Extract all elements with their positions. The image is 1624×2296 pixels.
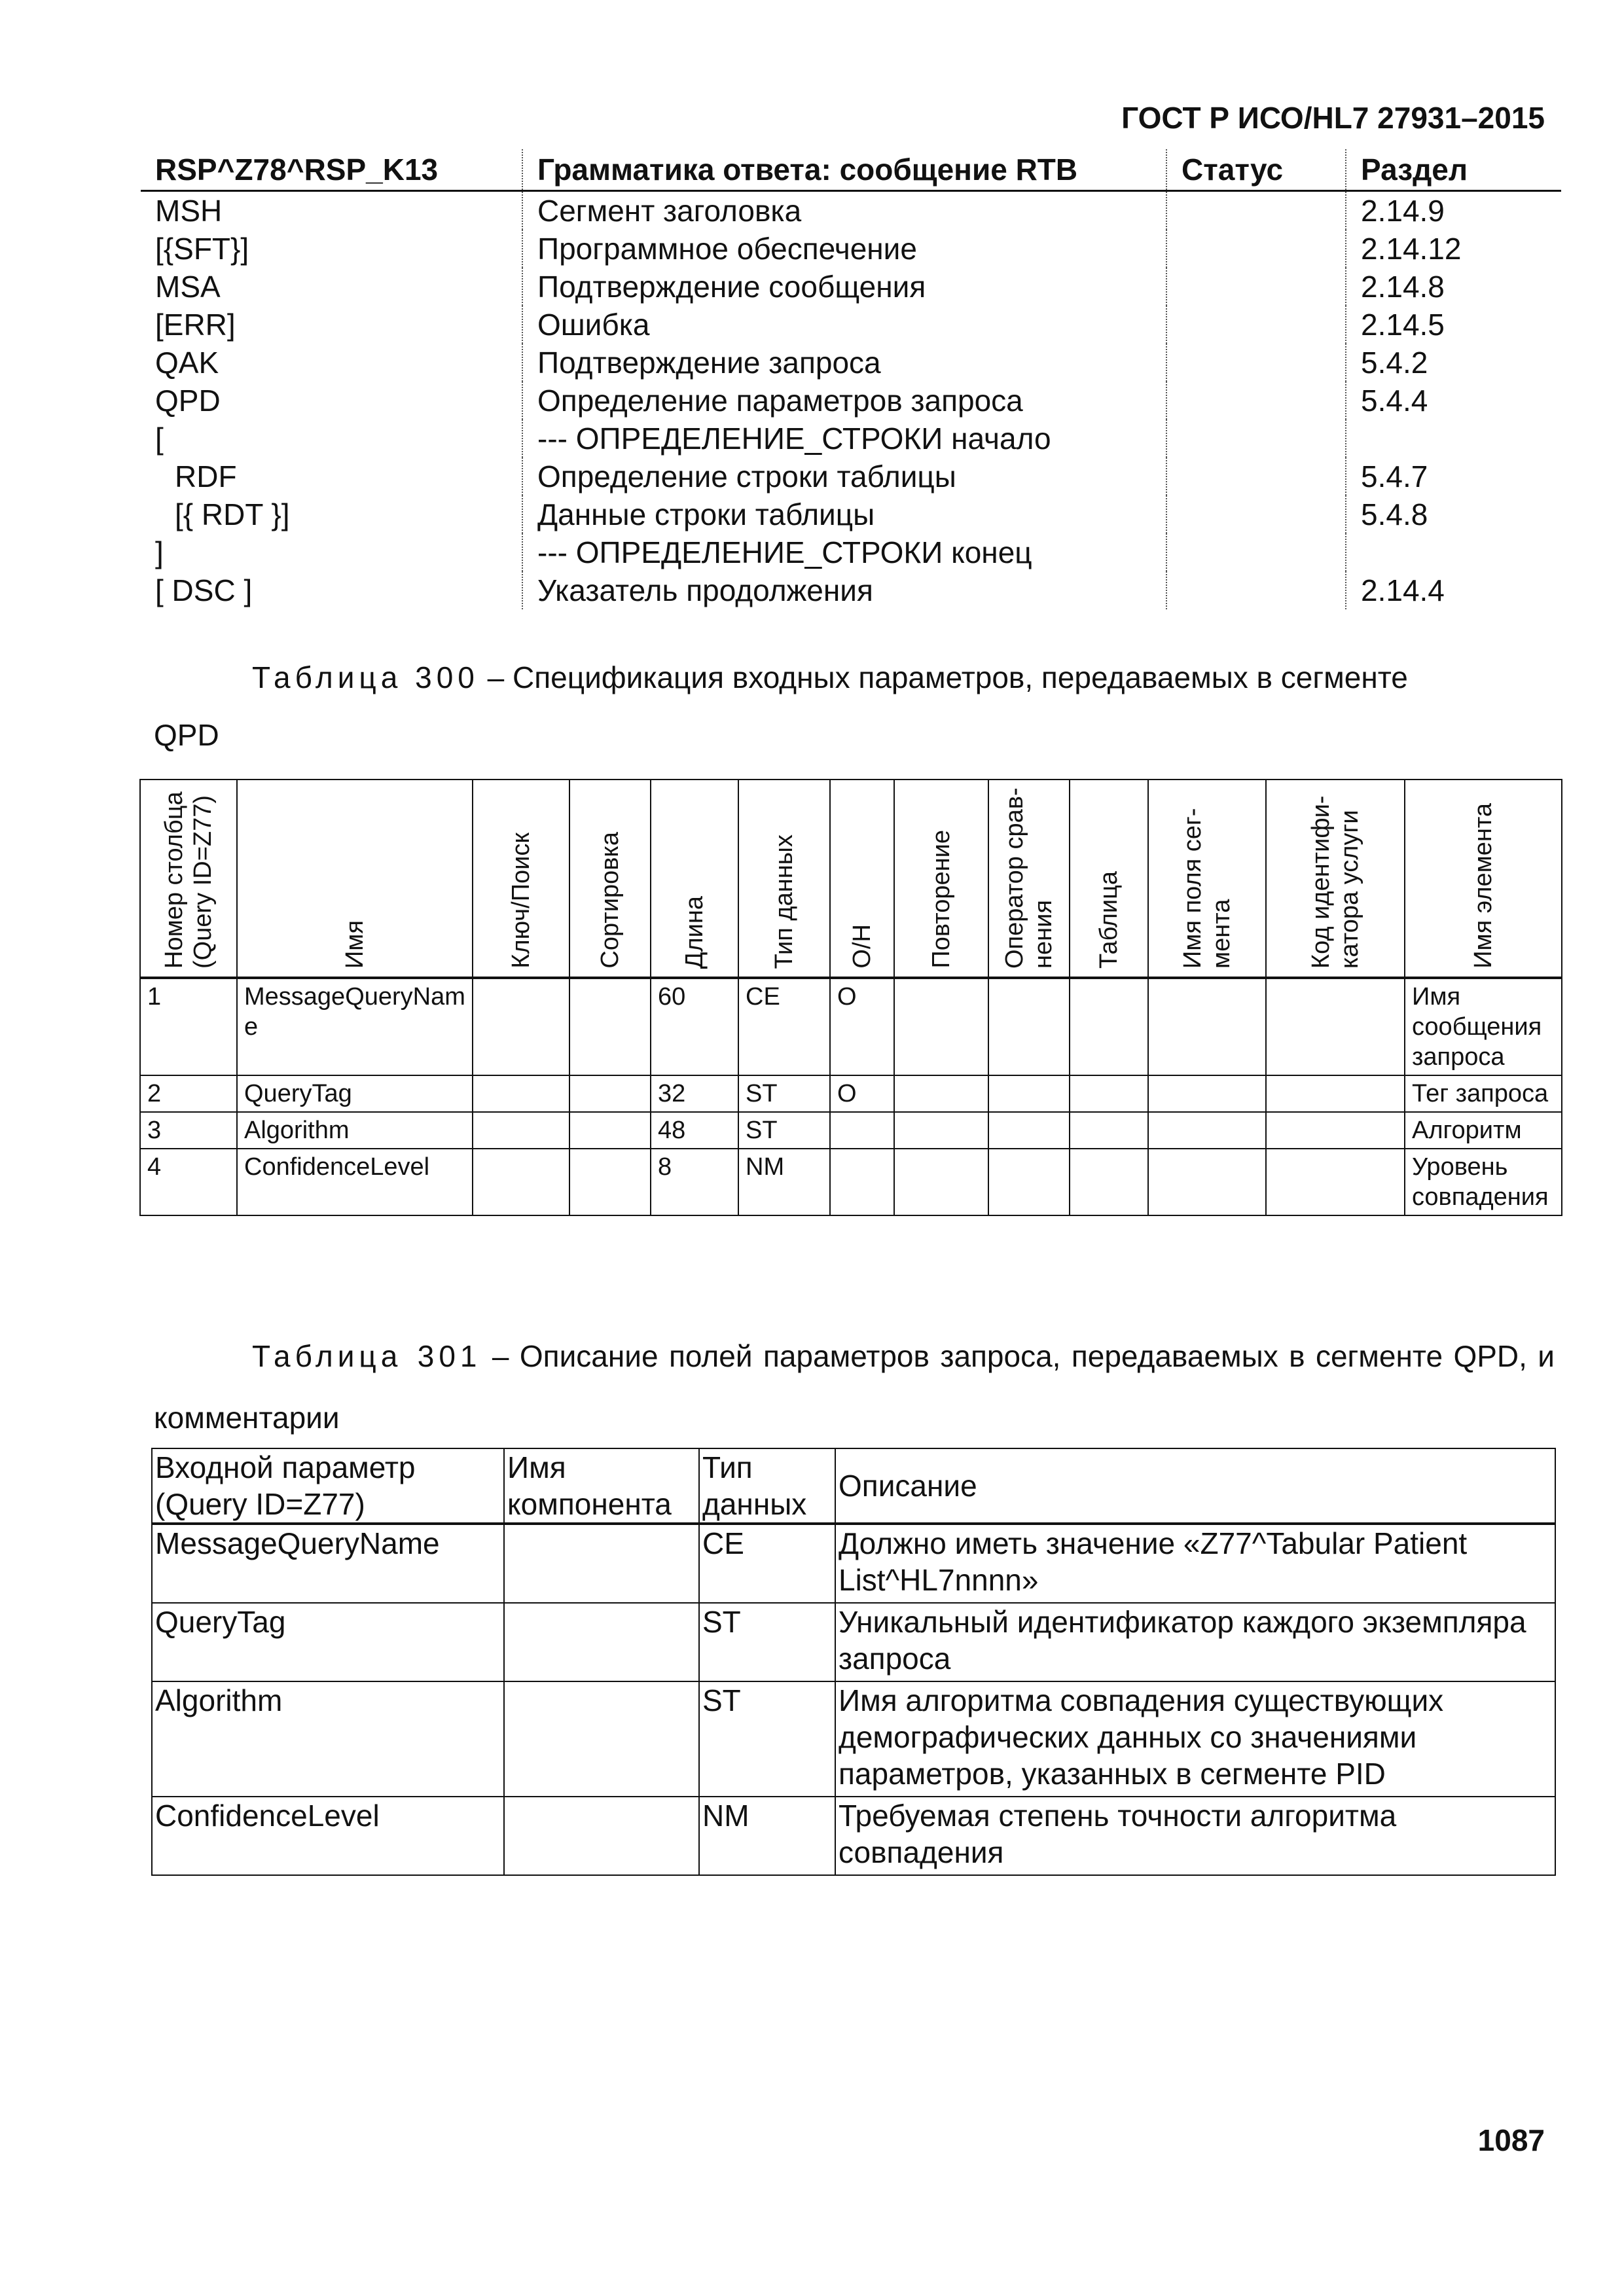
grammar-status — [1166, 420, 1346, 457]
table300-repeat — [894, 978, 988, 1075]
table300-col-length-label: Длина — [681, 895, 708, 969]
table300-col-element-label: Имя элемента — [1470, 803, 1497, 969]
table300-num: 1 — [140, 978, 237, 1075]
grammar-section: 2.14.8 — [1346, 268, 1561, 306]
table300-col-service-id — [1266, 780, 1405, 978]
table-row — [140, 1075, 1562, 1112]
grammar-segment: [ERR] — [155, 308, 236, 342]
grammar-desc: Указатель продолжения — [522, 571, 1166, 609]
table-row — [152, 1603, 1555, 1681]
table-row — [141, 495, 1561, 533]
table300-name: QueryTag — [237, 1075, 473, 1112]
grammar-desc: Подтверждение сообщения — [522, 268, 1166, 306]
table301-component — [504, 1524, 699, 1603]
document-standard-header: ГОСТ Р ИСО/HL7 27931–2015 — [1121, 101, 1545, 135]
table300-name: Algorithm — [237, 1112, 473, 1149]
table300-segment-field — [1148, 1112, 1266, 1149]
table300-col-element — [1405, 780, 1562, 978]
grammar-status — [1166, 191, 1346, 230]
table300-length: 32 — [651, 1075, 738, 1112]
table300-col-key — [473, 780, 569, 978]
grammar-status — [1166, 382, 1346, 420]
table301-type: ST — [699, 1681, 835, 1797]
table300-operator — [988, 1075, 1070, 1112]
table-row — [141, 230, 1561, 268]
table300-col-opt-label: О/Н — [848, 924, 876, 969]
table300-operator — [988, 1112, 1070, 1149]
table300 — [139, 779, 1562, 1216]
table300-table — [1070, 1149, 1148, 1215]
table300-opt: O — [830, 1075, 894, 1112]
table301-type: ST — [699, 1603, 835, 1681]
grammar-segment: RDF — [175, 459, 237, 493]
table300-col-opt — [830, 780, 894, 978]
table301-desc: Уникальный идентификатор каждого экземпляра запроса — [835, 1603, 1555, 1681]
table301-col-desc: Описание — [835, 1448, 1555, 1524]
table301-desc: Требуемая степень точности алгоритма совпадения — [835, 1797, 1555, 1875]
grammar-desc: Сегмент заголовка — [522, 191, 1166, 230]
table300-name: ConfidenceLevel — [237, 1149, 473, 1215]
grammar-section: 5.4.4 — [1346, 382, 1561, 420]
table300-name: MessageQueryName — [237, 978, 473, 1075]
table301-component — [504, 1681, 699, 1797]
grammar-segment: MSH — [155, 194, 223, 228]
table300-caption-text: – Спецификация входных параметров, передаваемых в сегменте — [478, 660, 1408, 694]
table301 — [151, 1448, 1556, 1876]
grammar-col-message: RSP^Z78^RSP_K13 — [141, 149, 522, 191]
table300-num: 3 — [140, 1112, 237, 1149]
table300-service-id — [1266, 1075, 1405, 1112]
table301-param: ConfidenceLevel — [152, 1797, 504, 1875]
grammar-status — [1166, 306, 1346, 344]
table300-caption-tail: QPD — [154, 718, 219, 752]
grammar-section: 2.14.4 — [1346, 571, 1561, 609]
grammar-segment: ] — [155, 535, 164, 569]
grammar-section — [1346, 420, 1561, 457]
grammar-desc: --- ОПРЕДЕЛЕНИЕ_СТРОКИ конец — [522, 533, 1166, 571]
table-row — [141, 268, 1561, 306]
table300-sort — [569, 1149, 651, 1215]
table301-desc: Имя алгоритма совпадения существующих демографических данных со значениями параметров, указанных в сегменте PID — [835, 1681, 1555, 1797]
table301-param: Algorithm — [152, 1681, 504, 1797]
table-row — [141, 382, 1561, 420]
table300-col-table — [1070, 780, 1148, 978]
table300-col-repeat-label: Повторение — [928, 830, 955, 969]
table300-col-key-label: Ключ/Поиск — [507, 833, 535, 969]
grammar-section: 2.14.9 — [1346, 191, 1561, 230]
table300-col-type — [738, 780, 830, 978]
table300-key — [473, 1149, 569, 1215]
table300-opt — [830, 1149, 894, 1215]
table300-repeat — [894, 1149, 988, 1215]
grammar-desc: Определение параметров запроса — [522, 382, 1166, 420]
table300-caption — [252, 658, 1555, 697]
grammar-header-row — [141, 149, 1561, 191]
table300-col-table-label: Таблица — [1095, 871, 1123, 969]
grammar-segment: [ — [155, 422, 164, 456]
grammar-section: 2.14.5 — [1346, 306, 1561, 344]
table-row — [141, 344, 1561, 382]
table301-desc: Должно иметь значение «Z77^Tabular Patient List^HL7nnnn» — [835, 1524, 1555, 1603]
table-row — [152, 1797, 1555, 1875]
table300-operator — [988, 978, 1070, 1075]
table300-length: 60 — [651, 978, 738, 1075]
table300-service-id — [1266, 978, 1405, 1075]
table301-col-type: Тип данных — [699, 1448, 835, 1524]
table300-col-operator-label: Оператор срав-нения — [1001, 787, 1057, 969]
table300-table — [1070, 1112, 1148, 1149]
table300-operator — [988, 1149, 1070, 1215]
table300-element: Уровень совпадения — [1405, 1149, 1562, 1215]
table300-col-name-label: Имя — [341, 920, 369, 969]
grammar-status — [1166, 268, 1346, 306]
table-row — [141, 191, 1561, 230]
table301-type: NM — [699, 1797, 835, 1875]
grammar-segment: QAK — [155, 346, 219, 380]
grammar-col-status: Статус — [1166, 149, 1346, 191]
table301-caption-label: Таблица 301 — [252, 1339, 482, 1373]
grammar-segment: QPD — [155, 384, 221, 418]
table300-repeat — [894, 1112, 988, 1149]
table-row — [152, 1681, 1555, 1797]
table300-col-sort — [569, 780, 651, 978]
grammar-section — [1346, 533, 1561, 571]
table300-service-id — [1266, 1112, 1405, 1149]
grammar-desc: Определение строки таблицы — [522, 457, 1166, 495]
table300-col-sort-label: Сортировка — [596, 832, 624, 969]
grammar-status — [1166, 533, 1346, 571]
table300-segment-field — [1148, 1075, 1266, 1112]
grammar-segment: MSA — [155, 270, 221, 304]
grammar-section: 5.4.7 — [1346, 457, 1561, 495]
table-row — [141, 306, 1561, 344]
table300-col-repeat — [894, 780, 988, 978]
grammar-desc: Ошибка — [522, 306, 1166, 344]
grammar-desc: Подтверждение запроса — [522, 344, 1166, 382]
grammar-section: 5.4.2 — [1346, 344, 1561, 382]
table300-col-segment-field-label: Имя поля сег-мента — [1179, 808, 1235, 969]
table301-param: QueryTag — [152, 1603, 504, 1681]
table300-type: CE — [738, 978, 830, 1075]
table300-opt: O — [830, 978, 894, 1075]
table301-type: CE — [699, 1524, 835, 1603]
table300-sort — [569, 1075, 651, 1112]
table301-component — [504, 1797, 699, 1875]
table300-col-type-label: Тип данных — [770, 834, 798, 969]
grammar-status — [1166, 457, 1346, 495]
table301-col-param: Входной параметр (Query ID=Z77) — [152, 1448, 504, 1524]
grammar-desc: --- ОПРЕДЕЛЕНИЕ_СТРОКИ начало — [522, 420, 1166, 457]
table-row — [140, 978, 1562, 1075]
table300-opt — [830, 1112, 894, 1149]
table300-sort — [569, 1112, 651, 1149]
table-row — [141, 420, 1561, 457]
table300-repeat — [894, 1075, 988, 1112]
table300-key — [473, 1112, 569, 1149]
grammar-segment: [ DSC ] — [155, 573, 253, 607]
table300-num: 4 — [140, 1149, 237, 1215]
table-row — [141, 571, 1561, 609]
table300-element: Тег запроса — [1405, 1075, 1562, 1112]
grammar-segment: [{SFT}] — [155, 232, 249, 266]
table300-table — [1070, 1075, 1148, 1112]
grammar-col-section: Раздел — [1346, 149, 1561, 191]
table300-caption-label: Таблица 300 — [252, 660, 479, 694]
table301-col-component: Имя компонента — [504, 1448, 699, 1524]
table301-header-row — [152, 1448, 1555, 1524]
table300-type: NM — [738, 1149, 830, 1215]
table300-length: 8 — [651, 1149, 738, 1215]
grammar-section: 2.14.12 — [1346, 230, 1561, 268]
grammar-segment: [{ RDT }] — [175, 497, 290, 531]
table300-col-name — [237, 780, 473, 978]
grammar-section: 5.4.8 — [1346, 495, 1561, 533]
table300-element: Алгоритм — [1405, 1112, 1562, 1149]
grammar-table — [141, 149, 1561, 609]
table300-length: 48 — [651, 1112, 738, 1149]
table300-table — [1070, 978, 1148, 1075]
grammar-status — [1166, 571, 1346, 609]
table300-type: ST — [738, 1112, 830, 1149]
table300-segment-field — [1148, 1149, 1266, 1215]
grammar-status — [1166, 230, 1346, 268]
table300-key — [473, 1075, 569, 1112]
table300-service-id — [1266, 1149, 1405, 1215]
table-row — [152, 1524, 1555, 1603]
table300-col-length — [651, 780, 738, 978]
table301-component — [504, 1603, 699, 1681]
table300-col-operator — [988, 780, 1070, 978]
grammar-col-grammar: Грамматика ответа: сообщение RTB — [522, 149, 1166, 191]
table300-col-segment-field — [1148, 780, 1266, 978]
grammar-status — [1166, 495, 1346, 533]
table301-caption — [154, 1325, 1555, 1448]
table300-key — [473, 978, 569, 1075]
grammar-desc: Данные строки таблицы — [522, 495, 1166, 533]
table301-param: MessageQueryName — [152, 1524, 504, 1603]
table300-type: ST — [738, 1075, 830, 1112]
grammar-status — [1166, 344, 1346, 382]
grammar-desc: Программное обеспечение — [522, 230, 1166, 268]
table300-col-service-id-label: Код идентифи-катора услуги — [1307, 795, 1363, 969]
table-row — [140, 1112, 1562, 1149]
table300-num: 2 — [140, 1075, 237, 1112]
table-row — [141, 533, 1561, 571]
page-number: 1087 — [1477, 2123, 1545, 2157]
table300-segment-field — [1148, 978, 1266, 1075]
table-row — [141, 457, 1561, 495]
table-row — [140, 1149, 1562, 1215]
table300-col-number — [140, 780, 237, 978]
table300-col-number-label: Номер столбца (Query ID=Z77) — [160, 791, 217, 969]
table301-caption-text: – Описание полей параметров запроса, передаваемых в сегменте QPD, и комментарии — [154, 1339, 1555, 1435]
table300-element: Имя сообщения запроса — [1405, 978, 1562, 1075]
table300-sort — [569, 978, 651, 1075]
table300-header-row — [140, 780, 1562, 978]
